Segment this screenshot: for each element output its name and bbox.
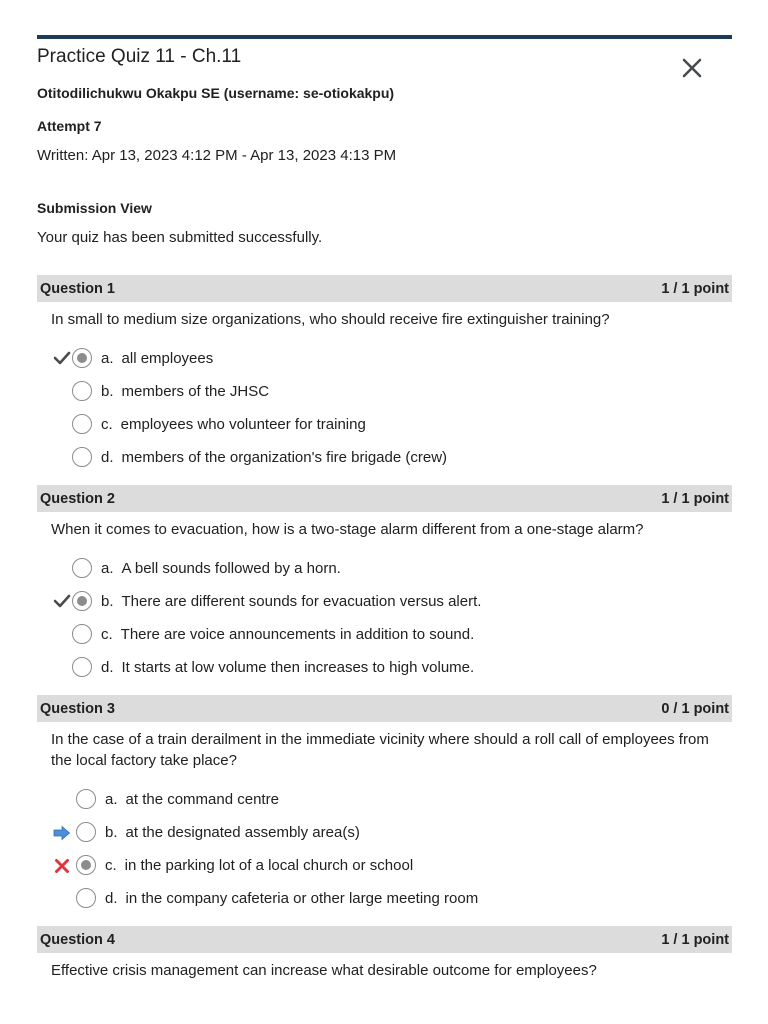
header-accent-bar bbox=[37, 35, 732, 39]
option-text: at the designated assembly area(s) bbox=[125, 823, 360, 841]
radio-button[interactable] bbox=[72, 591, 92, 611]
answer-option[interactable] bbox=[72, 379, 269, 403]
question-header bbox=[37, 485, 732, 512]
question-text: In the case of a train derailment in the immediate vicinity where should a roll call of employees from the local factory take place? bbox=[51, 731, 709, 769]
option-letter: d. bbox=[105, 889, 118, 907]
question-text: In small to medium size organizations, who should receive fire extinguisher training? bbox=[51, 311, 610, 328]
close-icon bbox=[680, 56, 704, 80]
question-score: 1 / 1 point bbox=[661, 280, 729, 297]
arrow-right-icon bbox=[53, 824, 71, 842]
option-letter: a. bbox=[101, 559, 114, 577]
question-score: 1 / 1 point bbox=[661, 490, 729, 507]
answer-option[interactable] bbox=[72, 412, 366, 436]
radio-button[interactable] bbox=[72, 558, 92, 578]
option-text: employees who volunteer for training bbox=[120, 415, 366, 433]
option-letter: d. bbox=[101, 658, 114, 676]
radio-button[interactable] bbox=[76, 822, 96, 842]
option-letter: b. bbox=[105, 823, 118, 841]
user-name: Otitodilichukwu Okakpu SE (username: se-otiokakpu) bbox=[37, 85, 395, 101]
option-letter: a. bbox=[101, 349, 114, 367]
answer-option[interactable] bbox=[76, 820, 360, 844]
option-letter: b. bbox=[101, 592, 114, 610]
option-text: There are different sounds for evacuation versus alert. bbox=[121, 592, 482, 610]
attempt-label: Attempt 7 bbox=[37, 118, 102, 134]
answer-option[interactable] bbox=[72, 589, 481, 613]
question-label: Question 3 bbox=[40, 700, 115, 717]
answer-option[interactable] bbox=[76, 787, 279, 811]
option-text: in the company cafeteria or other large meeting room bbox=[125, 889, 479, 907]
radio-button[interactable] bbox=[72, 447, 92, 467]
question-header bbox=[37, 926, 732, 953]
answer-option[interactable] bbox=[72, 655, 474, 679]
page-title: Practice Quiz 11 - Ch.11 bbox=[37, 46, 242, 67]
radio-button[interactable] bbox=[76, 855, 96, 875]
question-label: Question 2 bbox=[40, 490, 115, 507]
answer-option[interactable] bbox=[72, 445, 447, 469]
answer-option[interactable] bbox=[76, 853, 413, 877]
question-label: Question 1 bbox=[40, 280, 115, 297]
question-text: When it comes to evacuation, how is a two-stage alarm different from a one-stage alarm? bbox=[51, 521, 644, 538]
x-icon bbox=[53, 857, 71, 875]
radio-button[interactable] bbox=[72, 657, 92, 677]
question-header bbox=[37, 275, 732, 302]
question-score: 0 / 1 point bbox=[661, 700, 729, 717]
answer-option[interactable] bbox=[76, 886, 478, 910]
submission-view-label: Submission View bbox=[37, 200, 152, 216]
option-letter: b. bbox=[101, 382, 114, 400]
radio-button[interactable] bbox=[72, 624, 92, 644]
question-label: Question 4 bbox=[40, 931, 115, 948]
option-letter: d. bbox=[101, 448, 114, 466]
answer-option[interactable] bbox=[72, 556, 341, 580]
option-letter: c. bbox=[101, 415, 113, 433]
option-text: all employees bbox=[121, 349, 214, 367]
option-text: A bell sounds followed by a horn. bbox=[121, 559, 341, 577]
option-text: members of the organization's fire brigade (crew) bbox=[121, 448, 448, 466]
radio-button[interactable] bbox=[72, 381, 92, 401]
option-letter: a. bbox=[105, 790, 118, 808]
answer-option[interactable] bbox=[72, 622, 474, 646]
answer-option[interactable] bbox=[72, 346, 213, 370]
option-letter: c. bbox=[105, 856, 117, 874]
question-score: 1 / 1 point bbox=[661, 931, 729, 948]
checkmark-icon bbox=[53, 592, 71, 610]
radio-button[interactable] bbox=[72, 348, 92, 368]
written-time: Written: Apr 13, 2023 4:12 PM - Apr 13, 2023 4:13 PM bbox=[37, 147, 397, 164]
option-letter: c. bbox=[101, 625, 113, 643]
radio-button[interactable] bbox=[76, 789, 96, 809]
question-text: Effective crisis management can increase what desirable outcome for employees? bbox=[51, 962, 597, 979]
question-header bbox=[37, 695, 732, 722]
submission-message: Your quiz has been submitted successfully. bbox=[37, 229, 323, 246]
radio-button[interactable] bbox=[72, 414, 92, 434]
option-text: in the parking lot of a local church or school bbox=[124, 856, 414, 874]
radio-button[interactable] bbox=[76, 888, 96, 908]
option-text: members of the JHSC bbox=[121, 382, 270, 400]
option-text: There are voice announcements in addition to sound. bbox=[120, 625, 475, 643]
checkmark-icon bbox=[53, 349, 71, 367]
option-text: at the command centre bbox=[125, 790, 279, 808]
option-text: It starts at low volume then increases to high volume. bbox=[121, 658, 475, 676]
close-button[interactable] bbox=[680, 56, 704, 80]
